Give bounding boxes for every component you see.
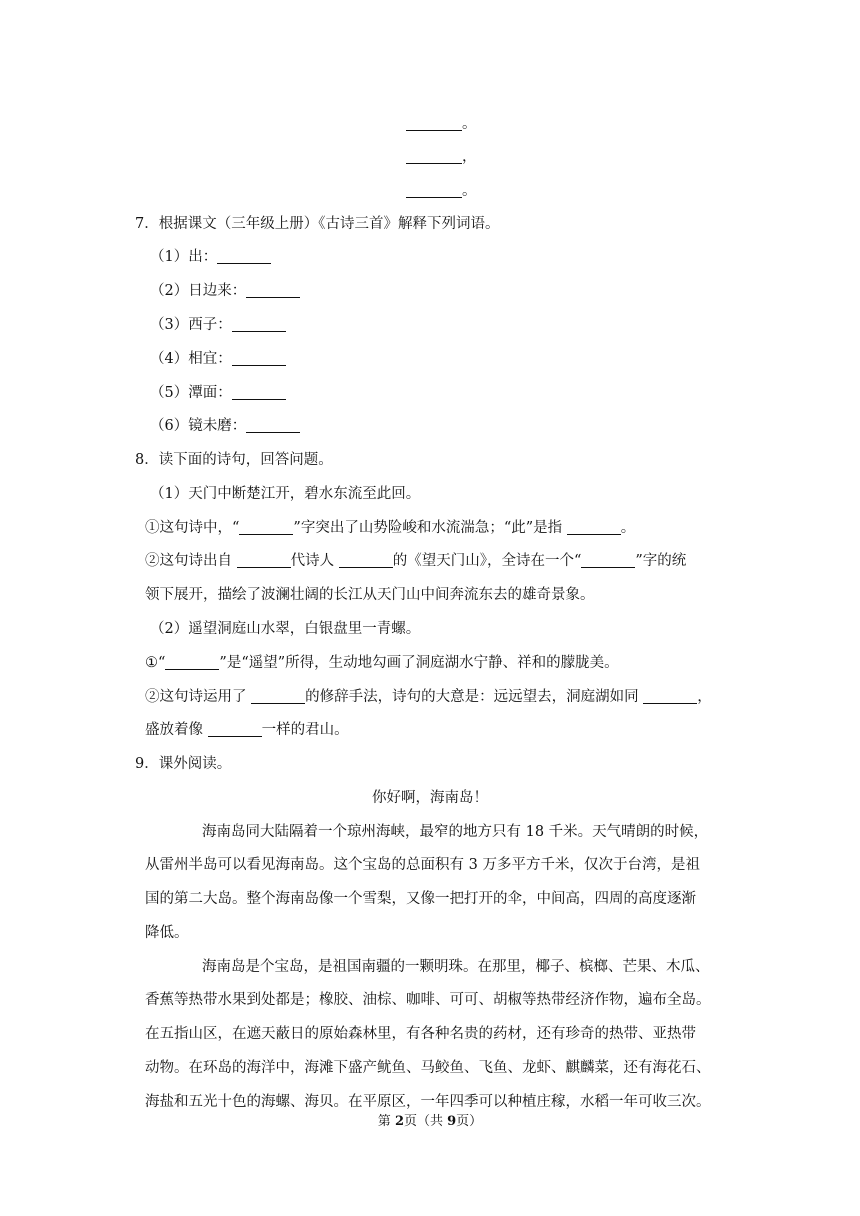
blank[interactable] (239, 520, 293, 535)
passage-line: 动物。在环岛的海洋中，海滩下盛产鱿鱼、马鲛鱼、飞鱼、龙虾、麒麟菜，还有海花石、 (145, 1060, 711, 1076)
passage-line: 海盐和五光十色的海螺、海贝。在平原区，一年四季可以种植庄稼，水稻一年可收三次。 (145, 1094, 711, 1110)
q7-item: （2）日边来： (150, 281, 300, 301)
blank[interactable] (217, 249, 271, 264)
blank[interactable] (246, 283, 300, 298)
blank[interactable] (339, 553, 393, 568)
answer-blank-line: 。 (406, 181, 477, 201)
blank[interactable] (643, 689, 697, 704)
q8-part1-poem: （1）天门中断楚江开，碧水东流至此回。 (150, 486, 421, 502)
passage-title: 你好啊，海南岛！ (372, 790, 488, 806)
q8-part2-question-a: ①“ ”是“遥望”所得，生动地勾画了洞庭湖水宁静、祥和的朦胧美。 (145, 655, 619, 671)
q7-item: （5）潭面： (150, 383, 286, 403)
answer-blank-line: 。 (406, 114, 477, 134)
q7-item: （4）相宜： (150, 349, 286, 369)
q7-stem: 7．根据课文（三年级上册）《古诗三首》解释下列词语。 (135, 216, 500, 232)
page-footer: 第 2页（共 9页） (377, 1114, 483, 1129)
q9-stem: 9．课外阅读。 (135, 756, 232, 772)
q8-part2-poem: （2）遥望洞庭山水翠，白银盘里一青螺。 (150, 621, 421, 637)
passage-line: 降低。 (145, 925, 189, 941)
passage-line: 在五指山区，在遮天蔽日的原始森林里，有各种名贵的药材，还有珍奇的热带、亚热带 (145, 1026, 696, 1042)
q8-part1-question-b-cont: 领下展开，描绘了波澜壮阔的长江从天门山中间奔流东去的雄奇景象。 (145, 587, 595, 603)
page-total: 9 (447, 1114, 457, 1129)
blank[interactable] (406, 116, 462, 131)
passage-line: 香蕉等热带水果到处都是；橡胶、油棕、咖啡、可可、胡椒等热带经济作物，遍布全岛。 (145, 992, 711, 1008)
q8-part2-question-b-cont: 盛放着像 一样的君山。 (145, 722, 349, 738)
blank[interactable] (208, 722, 262, 737)
blank[interactable] (581, 553, 635, 568)
q8-part1-question-b: ②这句诗出自 代诗人 的《望天门山》，全诗在一个“ ”字的统 (145, 553, 687, 569)
blank[interactable] (232, 317, 286, 332)
q7-item: （1）出： (150, 247, 271, 267)
page-number: 2 (394, 1114, 404, 1129)
q8-stem: 8．读下面的诗句，回答问题。 (135, 452, 333, 468)
answer-blank-line: ， (406, 147, 477, 167)
blank[interactable] (251, 689, 305, 704)
blank[interactable] (406, 149, 462, 164)
q7-item: （6）镜未磨： (150, 416, 300, 436)
blank[interactable] (232, 351, 286, 366)
q7-item: （3）西子： (150, 315, 286, 335)
blank[interactable] (232, 385, 286, 400)
q8-part1-question-a: ①这句诗中，“ ”字突出了山势险峻和水流湍急；“此”是指 。 (145, 520, 636, 536)
q8-part2-question-b: ②这句诗运用了 的修辞手法，诗句的大意是：远远望去，洞庭湖如同 ， (145, 689, 712, 705)
passage-line: 海南岛是个宝岛，是祖国南疆的一颗明珠。在那里，椰子、槟榔、芒果、木瓜、 (202, 959, 710, 975)
blank[interactable] (237, 553, 291, 568)
blank[interactable] (406, 183, 462, 198)
blank[interactable] (567, 520, 621, 535)
passage-line: 海南岛同大陆隔着一个琼州海峡，最窄的地方只有 18 千米。天气晴朗的时候， (202, 824, 709, 840)
blank[interactable] (246, 418, 300, 433)
blank[interactable] (165, 655, 219, 670)
passage-line: 国的第二大岛。整个海南岛像一个雪梨，又像一把打开的伞，中间高，四周的高度逐渐 (145, 891, 696, 907)
passage-line: 从雷州半岛可以看见海南岛。这个宝岛的总面积有 3 万多平方千米，仅次于台湾，是祖 (145, 857, 700, 873)
